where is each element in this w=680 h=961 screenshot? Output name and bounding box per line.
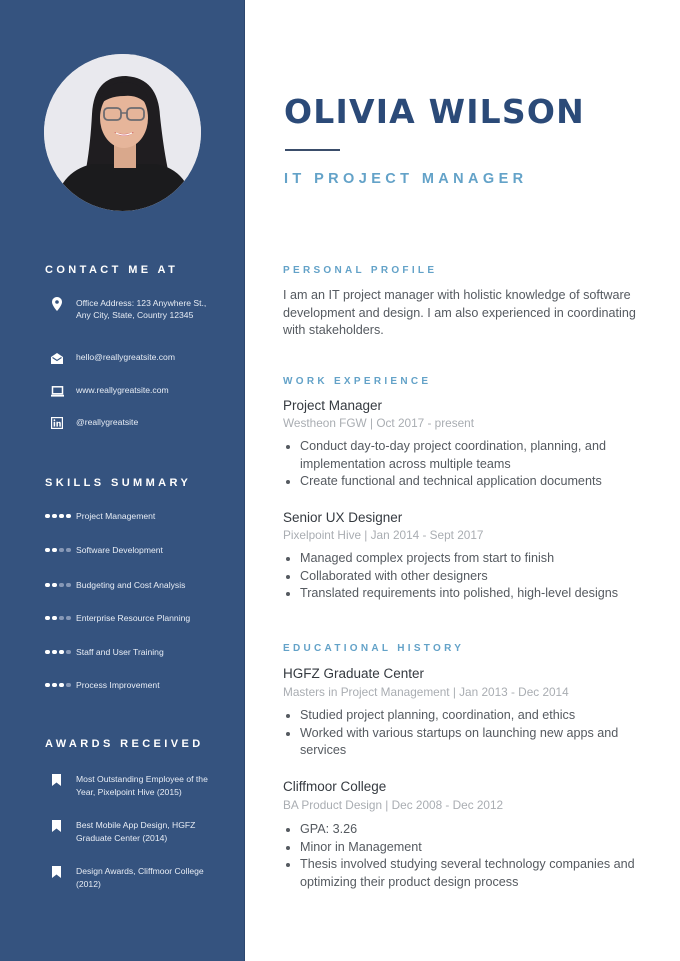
skill-level-dots bbox=[45, 583, 76, 588]
work-experience-heading: WORK EXPERIENCE bbox=[283, 376, 432, 387]
award-item bbox=[52, 819, 216, 845]
linkedin-icon bbox=[50, 416, 64, 430]
skill-dot-icon bbox=[59, 650, 64, 655]
skills-heading: SKILLS SUMMARY bbox=[45, 477, 192, 489]
skill-item bbox=[45, 511, 155, 521]
skill-dot-icon bbox=[66, 616, 71, 621]
job-subtitle-1: Westheon FGW | Oct 2017 - present bbox=[283, 416, 475, 430]
award-item bbox=[52, 773, 216, 799]
skill-dot-icon bbox=[66, 514, 71, 519]
personal-profile-heading: PERSONAL PROFILE bbox=[283, 265, 438, 276]
skill-label: Budgeting and Cost Analysis bbox=[76, 580, 186, 590]
skill-dot-icon bbox=[45, 650, 50, 655]
skill-label: Project Management bbox=[76, 511, 156, 521]
contact-linkedin[interactable] bbox=[50, 416, 216, 430]
bullet-item: Managed complex projects from start to finish bbox=[283, 550, 643, 568]
award-text: Most Outstanding Employee of the Year, Pixelpoint Hive (2015) bbox=[76, 774, 208, 797]
linkedin-handle[interactable]: @reallygreatsite bbox=[76, 417, 139, 427]
job-bullets-1 bbox=[283, 438, 643, 491]
bookmark-icon bbox=[52, 865, 61, 877]
skill-dot-icon bbox=[45, 683, 50, 688]
main-content bbox=[245, 0, 680, 961]
skill-dot-icon bbox=[45, 548, 50, 553]
education-heading: EDUCATIONAL HISTORY bbox=[283, 643, 465, 654]
bullet-item: Worked with various startups on launching new apps and services bbox=[283, 725, 643, 760]
skill-dot-icon bbox=[52, 548, 57, 553]
bullet-item: Translated requirements into polished, high-level designs bbox=[283, 585, 643, 603]
skill-dot-icon bbox=[59, 616, 64, 621]
name-divider bbox=[285, 149, 340, 151]
contact-address bbox=[50, 297, 216, 321]
skill-label: Enterprise Resource Planning bbox=[76, 613, 191, 623]
skill-item bbox=[45, 613, 190, 623]
address-text: Office Address: 123 Anywhere St., Any City, State, Country 12345 bbox=[76, 298, 207, 320]
contact-website[interactable] bbox=[50, 384, 216, 398]
job-title-2: Senior UX Designer bbox=[283, 510, 403, 525]
envelope-open-icon bbox=[50, 351, 64, 365]
skill-dot-icon bbox=[59, 548, 64, 553]
skill-dot-icon bbox=[52, 683, 57, 688]
bullet-item: Minor in Management bbox=[283, 839, 643, 857]
skill-dot-icon bbox=[66, 683, 71, 688]
job-title-1: Project Manager bbox=[283, 398, 383, 413]
job-bullets-2 bbox=[283, 550, 643, 603]
bookmark-icon bbox=[52, 773, 61, 785]
award-text: Best Mobile App Design, HGFZ Graduate Center (2014) bbox=[76, 820, 196, 843]
bullet-item: Collaborated with other designers bbox=[283, 568, 643, 586]
bullet-item: Studied project planning, coordination, and ethics bbox=[283, 707, 643, 725]
skill-dot-icon bbox=[45, 616, 50, 621]
website-link[interactable]: www.reallygreatsite.com bbox=[76, 385, 169, 395]
job-subtitle-2: Pixelpoint Hive | Jan 2014 - Sept 2017 bbox=[283, 528, 484, 542]
school-subtitle-1: Masters in Project Management | Jan 2013 - Dec 2014 bbox=[283, 685, 569, 699]
sidebar bbox=[0, 0, 245, 961]
skill-item bbox=[45, 545, 163, 555]
awards-heading: AWARDS RECEIVED bbox=[45, 738, 204, 750]
personal-profile-text: I am an IT project manager with holistic knowledge of software development and design. I am also experienced in coordinating with stakeholders. bbox=[283, 288, 636, 337]
skill-label: Staff and User Training bbox=[76, 647, 164, 657]
skill-level-dots bbox=[45, 548, 76, 553]
skill-label: Process Improvement bbox=[76, 680, 160, 690]
email-link[interactable]: hello@reallygreatsite.com bbox=[76, 352, 176, 362]
school-subtitle-2: BA Product Design | Dec 2008 - Dec 2012 bbox=[283, 798, 504, 812]
skill-dot-icon bbox=[45, 514, 50, 519]
laptop-icon bbox=[50, 384, 64, 398]
location-pin-icon bbox=[50, 297, 64, 311]
skill-item bbox=[45, 647, 164, 657]
skill-level-dots bbox=[45, 514, 76, 519]
school-name-2: Cliffmoor College bbox=[283, 779, 387, 794]
skill-dot-icon bbox=[66, 548, 71, 553]
skill-dot-icon bbox=[59, 683, 64, 688]
skill-dot-icon bbox=[66, 650, 71, 655]
bullet-item: Thesis involved studying several technology companies and optimizing their product design process bbox=[283, 856, 643, 891]
bullet-item: Conduct day-to-day project coordination, planning, and implementation across multiple teams bbox=[283, 438, 643, 473]
contact-email[interactable] bbox=[50, 351, 216, 365]
school-bullets-2 bbox=[283, 821, 643, 891]
skill-dot-icon bbox=[52, 616, 57, 621]
bullet-item: GPA: 3.26 bbox=[283, 821, 643, 839]
bullet-item: Create functional and technical application documents bbox=[283, 473, 643, 491]
award-item bbox=[52, 865, 216, 891]
skill-dot-icon bbox=[59, 583, 64, 588]
skill-dot-icon bbox=[52, 583, 57, 588]
skill-level-dots bbox=[45, 616, 76, 621]
job-title: IT PROJECT MANAGER bbox=[284, 171, 528, 187]
award-text: Design Awards, Cliffmoor College (2012) bbox=[76, 866, 204, 889]
skill-level-dots bbox=[45, 683, 76, 688]
bookmark-icon bbox=[52, 819, 61, 831]
school-bullets-1 bbox=[283, 707, 643, 760]
skill-label: Software Development bbox=[76, 545, 163, 555]
portrait-illustration bbox=[44, 54, 201, 211]
skill-item bbox=[45, 680, 160, 690]
skill-level-dots bbox=[45, 650, 76, 655]
school-name-1: HGFZ Graduate Center bbox=[283, 666, 425, 681]
skill-dot-icon bbox=[66, 583, 71, 588]
skill-item bbox=[45, 580, 185, 590]
skill-dot-icon bbox=[59, 514, 64, 519]
contact-heading: CONTACT ME AT bbox=[45, 264, 179, 276]
candidate-name: OLIVIA WILSON bbox=[284, 92, 585, 131]
skill-dot-icon bbox=[52, 650, 57, 655]
skill-dot-icon bbox=[45, 583, 50, 588]
profile-photo bbox=[44, 54, 201, 211]
skill-dot-icon bbox=[52, 514, 57, 519]
